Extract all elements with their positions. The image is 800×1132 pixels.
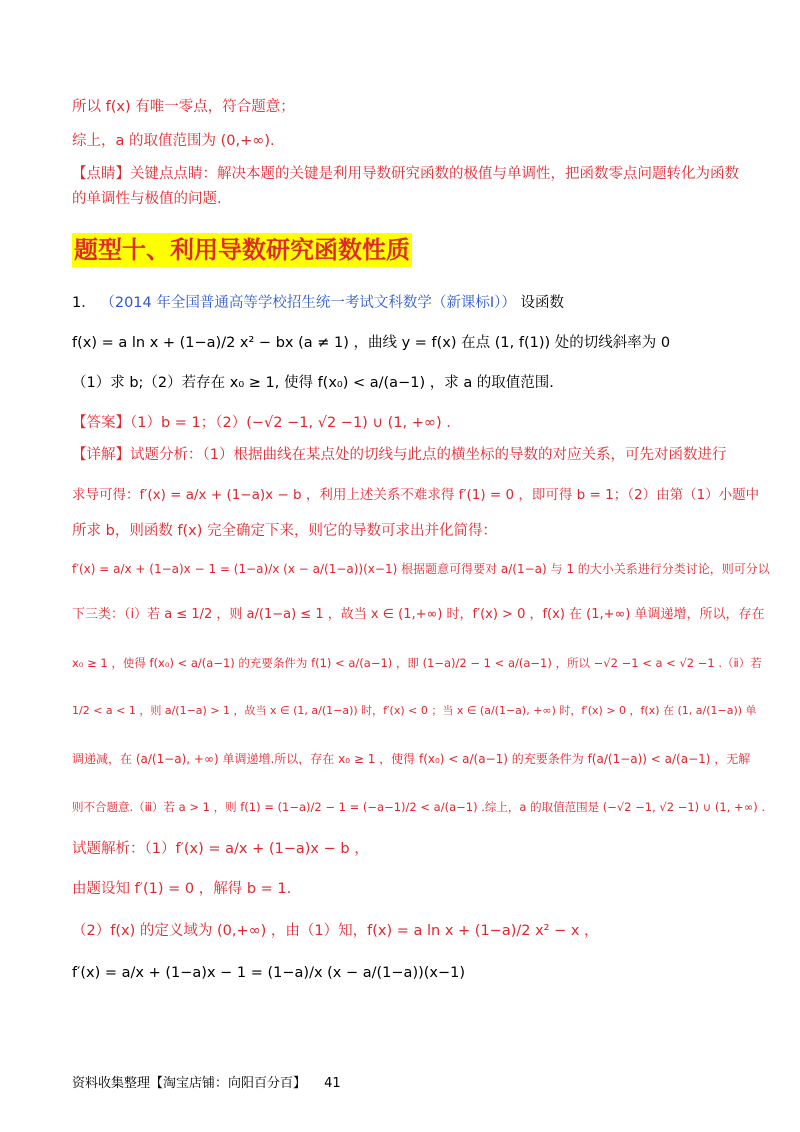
question-intro: 设函数 [520,295,564,311]
page-footer [72,1072,341,1091]
question-source: （2014 年全国普通高等学校招生统一考试文科数学（新课标Ⅰ）） [100,295,516,311]
footer-text: 资料收集整理【淘宝店铺：向阳百分百】 [72,1076,307,1091]
question-function-definition: f(x) = a ln x + (1−a)/2 x² − bx (a ≠ 1) ，曲线 y = f(x) 在点 (1, f(1)) 处的切线斜率为 0 [72,335,671,351]
text-line-unique-zero: 所以 f(x) 有唯一零点，符合题意； [72,99,295,115]
detail-line-5: 下三类：（ⅰ）若 a ≤ 1/2 ，则 a/(1−a) ≤ 1 ，故当 x ∈ (1,+∞) 时，f′(x) > 0 ，f(x) 在 (1,+∞) 单调递增，所以，存在 [72,607,765,622]
detail-line-2: 求导可得：f′(x) = a/x + (1−a)x − b ，利用上述关系不难求得 f′(1) = 0 ，即可得 b = 1；（2）由第（1）小题中 [72,487,760,503]
answer-line: 【答案】（1）b = 1；（2）(−√2 −1, √2 −1) ∪ (1, +∞) . [72,415,451,431]
solution-line-2: 由题设知 f′(1) = 0 ，解得 b = 1. [72,881,292,897]
section-heading: 题型十、利用导数研究函数性质 [72,233,412,267]
question-header [72,292,740,314]
detail-line-6: x₀ ≥ 1 ，使得 f(x₀) < a/(a−1) 的充要条件为 f(1) < a/(a−1) ，即 (1−a)/2 − 1 < a/(a−1) ，所以 −√2 −1 < a < √2 −1 .（ⅱ）若 [72,656,762,670]
text-line-range-conclusion: 综上，a 的取值范围为 (0,+∞). [72,133,275,149]
detail-line-3: 所求 b，则函数 f(x) 完全确定下来，则它的导数可求出并化简得： [72,523,498,539]
detail-line-7: 1/2 < a < 1 ，则 a/(1−a) > 1 ，故当 x ∈ (1, a/(1−a)) 时，f′(x) < 0 ；当 x ∈ (a/(1−a), +∞) 时，f′(x) > 0 ，f(x) 在 (1, a/(1−a)) 单 [72,704,757,717]
solution-line-4: f′(x) = a/x + (1−a)x − 1 = (1−a)/x (x − a/(1−a))(x−1) [72,965,466,981]
detail-line-8: 调递减，在 (a/(1−a), +∞) 单调递增.所以，存在 x₀ ≥ 1 ，使得 f(x₀) < a/(a−1) 的充要条件为 f(a/(1−a)) < a/(a−1) ，无解 [72,752,751,766]
detail-line-9: 则不合题意.（ⅲ）若 a > 1 ，则 f(1) = (1−a)/2 − 1 = (−a−1)/2 < a/(a−1) .综上，a 的取值范围是 (−√2 −1, √2 −1) ∪ (1, +∞) . [72,800,766,814]
solution-line-1: 试题解析：（1）f′(x) = a/x + (1−a)x − b ， [72,841,369,857]
detail-line-4: f′(x) = a/x + (1−a)x − 1 = (1−a)/x (x − a/(1−a))(x−1) 根据题意可得要对 a/(1−a) 与 1 的大小关系进行分类讨论，则可分以 [72,562,770,576]
key-point-note-continued: 的单调性与极值的问题. [72,191,222,207]
question-parts: （1）求 b;（2）若存在 x₀ ≥ 1, 使得 f(x₀) < a/(a−1) ，求 a 的取值范围. [72,375,554,391]
question-number: 1． [72,295,96,311]
detail-line-1: 【详解】试题分析：（1）根据曲线在某点处的切线与此点的横坐标的导数的对应关系，可先对函数进行 [72,447,727,463]
key-point-note: 【点睛】关键点点睛：解决本题的关键是利用导数研究函数的极值与单调性，把函数零点问题转化为函数 [72,166,739,182]
page-number: 41 [324,1076,341,1091]
solution-line-3: （2）f(x) 的定义域为 (0,+∞) ，由（1）知，f(x) = a ln x + (1−a)/2 x² − x ， [72,923,599,939]
